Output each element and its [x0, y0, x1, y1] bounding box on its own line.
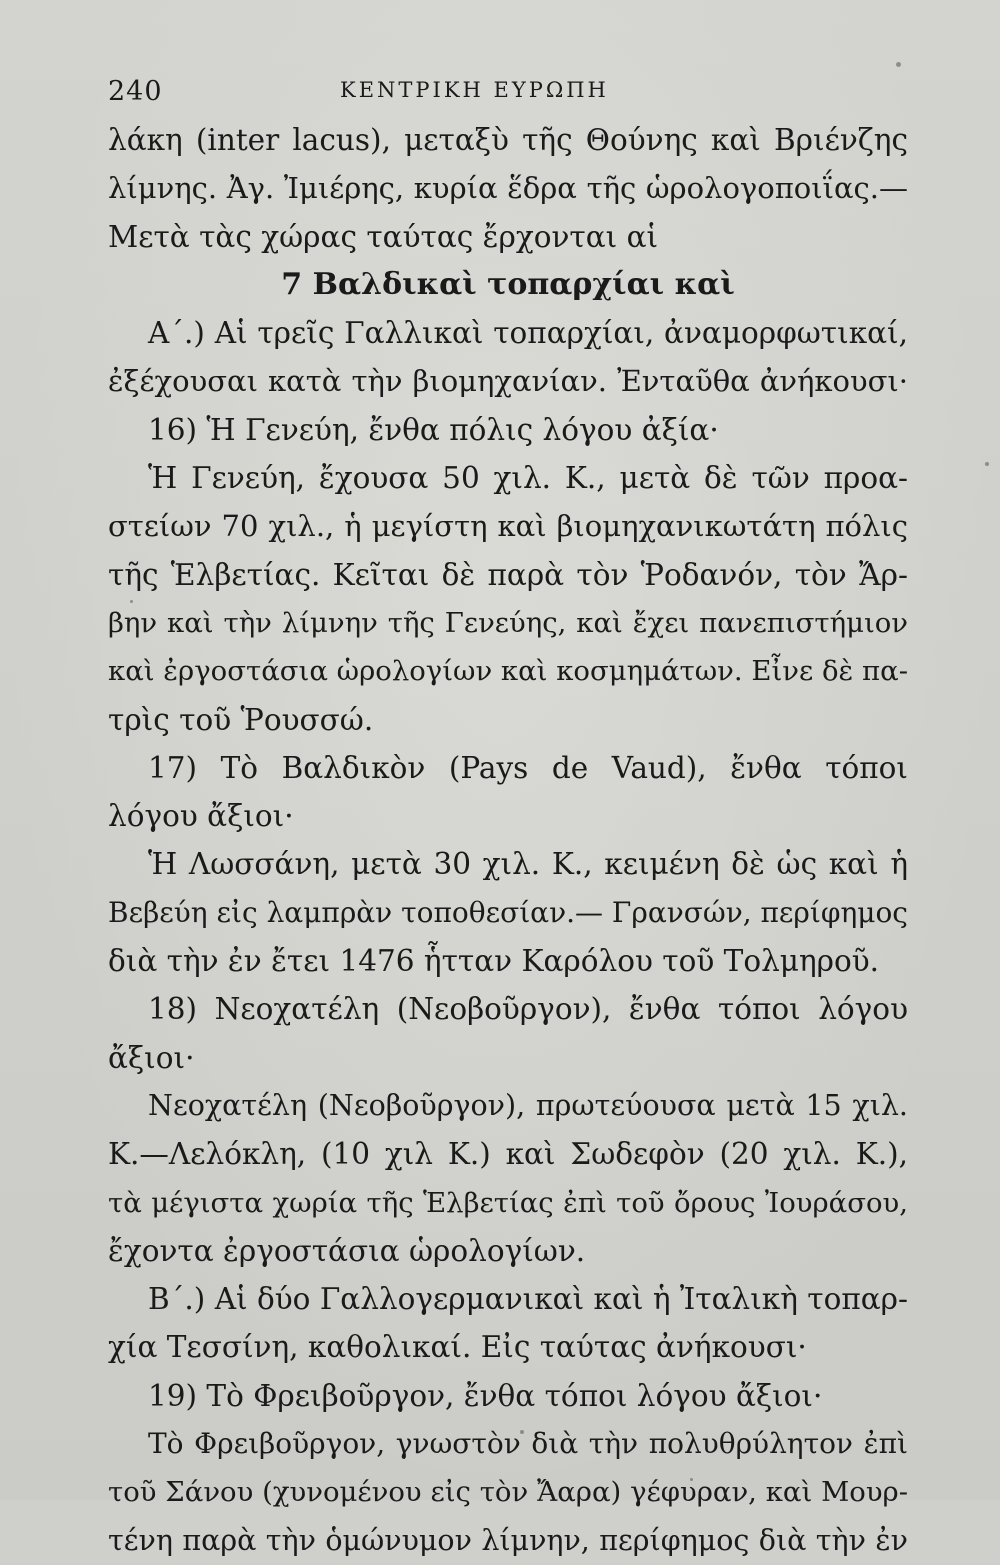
- text-line: τὰ μέγιστα χωρία τῆς Ἑλβετίας ἐπὶ τοῦ ὄρους Ἰουράσου,: [108, 1186, 908, 1219]
- text-line: τένη παρὰ τὴν ὁμώνυμον λίμνην, περίφημος διὰ τὴν ἐν: [108, 1523, 908, 1557]
- entry-heading: 17) Τὸ Βαλδικὸν (Pays de Vaud), ἔνθα τόποι: [148, 750, 908, 785]
- body-text: [108, 116, 908, 1565]
- section-heading: 7 Βαλδικαὶ τοπαρχίαι καὶ: [281, 266, 735, 302]
- ink-speck: [985, 462, 989, 466]
- text-line: λίμνης. Ἀγ. Ἰμιέρης, κυρία ἕδρα τῆς ὡρολογοποιΐας.—: [108, 171, 908, 206]
- text-line: Ἡ Λωσσάνη, μετὰ 30 χιλ. Κ., κειμένη δὲ ὡς καὶ ἡ: [148, 847, 908, 882]
- text-line: ἐξέχουσαι κατὰ τὴν βιομηχανίαν. Ἐνταῦθα ἀνήκουσι·: [108, 364, 908, 399]
- text-line: Ἡ Γενεύη, ἔχουσα 50 χιλ. Κ., μετὰ δὲ τῶν προα-: [148, 461, 908, 496]
- entry-heading: 19) Τὸ Φρειβοῦργον, ἔνθα τόποι λόγου ἄξιοι·: [148, 1378, 823, 1413]
- text-line: Βεβεύη εἰς λαμπρὰν τοποθεσίαν.— Γρανσών, περίφημος: [108, 895, 908, 929]
- text-line: καὶ ἐργοστάσια ὡρολογίων καὶ κοσμημάτων. Εἶνε δὲ πα-: [108, 655, 908, 688]
- text-line: Μετὰ τὰς χώρας ταύτας ἔρχονται αἱ: [108, 219, 659, 254]
- text-line: βην καὶ τὴν λίμνην τῆς Γενεύης, καὶ ἔχει πανεπιστήμιον: [108, 606, 908, 639]
- text-line: χία Τεσσίνη, καθολικαί. Εἰς ταύτας ἀνήκουσι·: [108, 1330, 807, 1365]
- text-line: Β΄.) Αἱ δύο Γαλλογερμανικαὶ καὶ ἡ Ἰταλικὴ τοπαρ-: [148, 1282, 908, 1317]
- text-line: διὰ τὴν ἐν ἔτει 1476 ἧτταν Καρόλου τοῦ Τολμηροῦ.: [108, 944, 880, 979]
- text-line: λάκη (inter lacus), μεταξὺ τῆς Θούνης καὶ Βριένζης: [108, 123, 908, 157]
- text-line: τοῦ Σάνου (χυνομένου εἰς τὸν Ἄαρα) γέφυραν, καὶ Μουρ-: [108, 1476, 908, 1509]
- text-line: λόγου ἄξιοι·: [108, 799, 294, 834]
- text-line: Κ.—Λελόκλη, (10 χιλ Κ.) καὶ Σωδεφὸν (20 χιλ. Κ.),: [108, 1137, 908, 1172]
- text-line: ἔχοντα ἐργοστάσια ὡρολογίων.: [108, 1233, 586, 1268]
- ink-speck: [896, 62, 901, 67]
- text-line: τρὶς τοῦ Ῥουσσώ.: [108, 702, 374, 737]
- entry-heading: 16) Ἡ Γενεύη, ἔνθα πόλις λόγου ἀξία·: [148, 412, 719, 447]
- entry-heading: 18) Νεοχατέλη (Νεοβοῦργον), ἔνθα τόποι λόγου: [148, 992, 908, 1027]
- text-line: Τὸ Φρειβοῦργον, γνωστὸν διὰ τὴν πολυθρύλητον ἐπὶ: [148, 1427, 908, 1461]
- text-line: Νεοχατέλη (Νεοβοῦργον), πρωτεύουσα μετὰ 15 χιλ.: [148, 1088, 908, 1122]
- text-line: τῆς Ἑλβετίας. Κεῖται δὲ παρὰ τὸν Ῥοδανόν, τὸν Ἄρ-: [108, 557, 908, 592]
- page-header: [108, 76, 908, 116]
- page-number: 240: [108, 76, 163, 107]
- text-line: ἄξιοι·: [108, 1040, 195, 1075]
- text-line: στείων 70 χιλ., ἡ μεγίστη καὶ βιομηχανικωτάτη πόλις: [108, 509, 908, 544]
- text-line: Α΄.) Αἱ τρεῖς Γαλλικαὶ τοπαρχίαι, ἀναμορφωτικαί,: [148, 316, 908, 351]
- running-title: ΚΕΝΤΡΙΚΗ ΕΥΡΩΠΗ: [340, 78, 609, 102]
